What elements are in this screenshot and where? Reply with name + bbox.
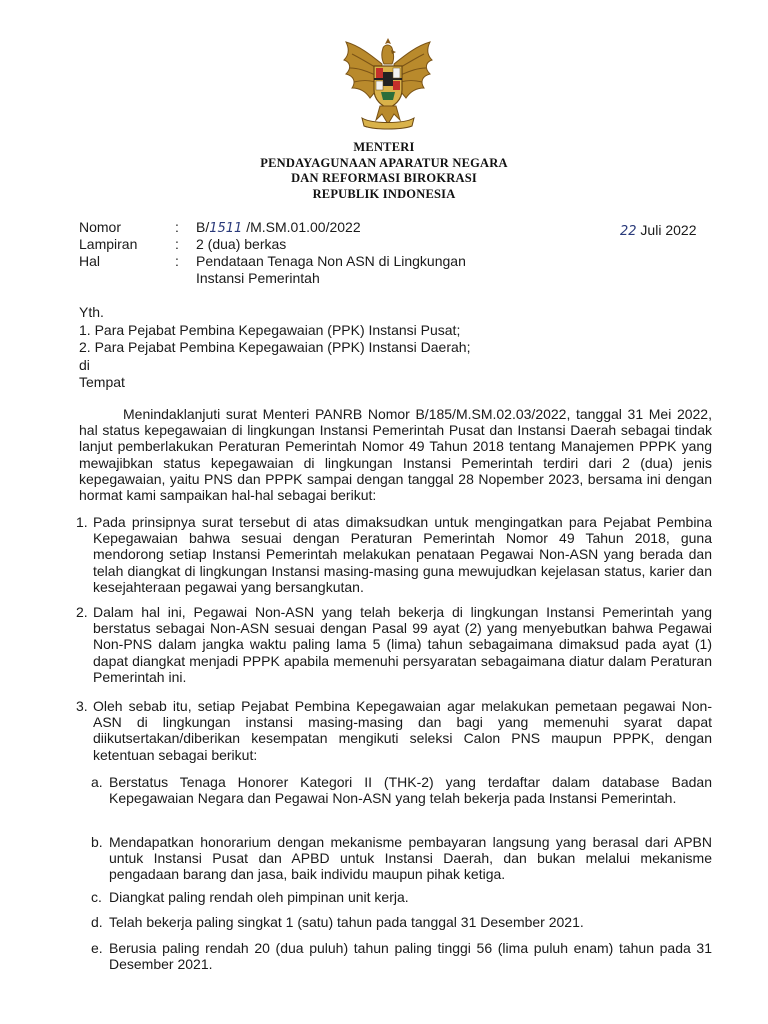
sub-item-letter: e. xyxy=(91,940,103,956)
addressee-line: 2. Para Pejabat Pembina Kepegawaian (PPK) Instansi Daerah; xyxy=(79,339,471,355)
letterhead-country: REPUBLIK INDONESIA xyxy=(312,186,456,201)
list-item-number: 3. xyxy=(76,698,88,714)
list-item xyxy=(76,604,712,685)
sub-item-letter: c. xyxy=(91,889,102,905)
list-item-text: Oleh sebab itu, setiap Pejabat Pembina Kepegawaian agar melakukan pemetaan pegawai Non-ASN di lingkungan instansi masing-masing dan bagi yang memenuhi syarat dapat diikutsertakan/diberikan kesempatan mengikuti seleksi Calon PNS maupun PPPK, dengan ketentuan sebagai berikut: xyxy=(93,698,712,763)
sub-item-letter: a. xyxy=(91,774,103,790)
sub-item-text: Berusia paling rendah 20 (dua puluh) tahun paling tinggi 56 (lima puluh enam) tahun pada 31 Desember 2021. xyxy=(109,940,712,973)
addressee-yth: Yth. xyxy=(79,304,104,320)
nomor-prefix: B/ xyxy=(196,219,210,235)
sub-list-item xyxy=(91,940,712,972)
addressee-place: Tempat xyxy=(79,374,125,390)
intro-paragraph: Menindaklanjuti surat Menteri PANRB Nomor B/185/M.SM.02.03/2022, tanggal 31 Mei 2022, hal status kepegawaian di lingkungan Instansi Pemerintah Pusat dan Instansi Daerah sebagai tindak lanjut pemberlakukan Peraturan Pemerintah Nomor 49 Tahun 2018 tentang Manajemen PPPK yang mewajibkan status kepegawaian di lingkungan Instansi Pemerintah terdiri dari 2 (dua) jenis kepegawaian, yaitu PNS dan PPPK sampai dengan tanggal 28 Nopember 2023, bersama ini dengan hormat kami sampaikan hal-hal sebagai berikut: xyxy=(79,406,712,504)
date-text: Juli 2022 xyxy=(636,222,697,238)
sub-list-item xyxy=(91,889,712,905)
sub-item-text: Mendapatkan honorarium dengan mekanisme pembayaran langsung yang berasal dari APBN untuk Instansi Pusat dan APBD untuk Instansi Daerah, dan bukan melalui mekanisme pengadaan barang dan jasa, baik individu maupun pihak ketiga. xyxy=(109,834,712,883)
sub-item-text: Diangkat paling rendah oleh pimpinan unit kerja. xyxy=(109,889,409,905)
nomor-label: Nomor xyxy=(79,219,122,235)
colon: : xyxy=(175,253,179,269)
sub-list-item xyxy=(91,774,712,806)
sub-item-letter: d. xyxy=(91,914,103,930)
sub-list-item xyxy=(91,914,712,930)
nomor-suffix: /M.SM.01.00/2022 xyxy=(242,219,361,235)
list-item xyxy=(76,698,712,763)
hal-label: Hal xyxy=(79,253,101,269)
sub-item-text: Telah bekerja paling singkat 1 (satu) tahun pada tanggal 31 Desember 2021. xyxy=(109,914,584,930)
colon: : xyxy=(175,219,179,235)
addressee-line: 1. Para Pejabat Pembina Kepegawaian (PPK) Instansi Pusat; xyxy=(79,321,461,338)
lampiran-value: 2 (dua) berkas xyxy=(196,236,287,252)
sub-item-text: Berstatus Tenaga Honorer Kategori II (THK-2) yang terdaftar dalam database Badan Kepegawaian Negara dan Pegawai Non-ASN yang telah bekerja pada Instansi Pemerintah. xyxy=(109,774,712,807)
list-item-text: Pada prinsipnya surat tersebut di atas dimaksudkan untuk mengingatkan para Pejabat Pembina Kepegawaian bahwa sesuai dengan Peraturan Pemerintah Nomor 49 Tahun 2018, guna mendorong setiap Instansi Pemerintah melakukan penataan Pegawai Non-ASN yang berada dan telah diangkat di lingkungan Instansi masing-masing guna mewujudkan kejelasan status, karier dan kesejahteraan pegawai yang bersangkutan. xyxy=(93,514,712,595)
lampiran-label: Lampiran xyxy=(79,236,138,252)
hal-value-line2: Instansi Pemerintah xyxy=(196,270,320,286)
letterhead-title: MENTERI xyxy=(353,140,415,154)
sub-item-letter: b. xyxy=(91,834,103,850)
list-item xyxy=(76,514,712,595)
letter-date xyxy=(620,222,696,239)
addressee-di: di xyxy=(79,356,90,373)
addressee xyxy=(79,304,470,392)
list-item-number: 1. xyxy=(76,514,88,530)
list-item-text: Dalam hal ini, Pegawai Non-ASN yang telah bekerja di lingkungan Instansi Pemerintah yang berstatus sebagai Non-ASN sesuai dengan Pasal 99 ayat (2) yang menyebutkan bahwa Pegawai Non-PNS dalam jangka waktu paling lama 5 (lima) tahun sebagaimana dimaksud pada ayat (1) dapat diangkat menjadi PPPK apabila memenuhi persyaratan sebagaimana diatur dalam Peraturan Pemerintah ini. xyxy=(93,604,712,685)
letterhead xyxy=(0,140,768,202)
letterhead-ministry: PENDAYAGUNAAN APARATUR NEGARA xyxy=(260,155,508,170)
hal-value-line1: Pendataan Tenaga Non ASN di Lingkungan xyxy=(196,253,466,269)
date-handwritten: 22 xyxy=(620,224,637,239)
sub-list-item xyxy=(91,834,712,883)
nomor-value xyxy=(196,219,361,237)
list-item-number: 2. xyxy=(76,604,88,620)
letterhead-ministry-2: DAN REFORMASI BIROKRASI xyxy=(291,171,477,185)
nomor-handwritten: 1511 xyxy=(209,221,243,236)
garuda-emblem-icon xyxy=(336,34,440,134)
colon: : xyxy=(175,236,179,252)
